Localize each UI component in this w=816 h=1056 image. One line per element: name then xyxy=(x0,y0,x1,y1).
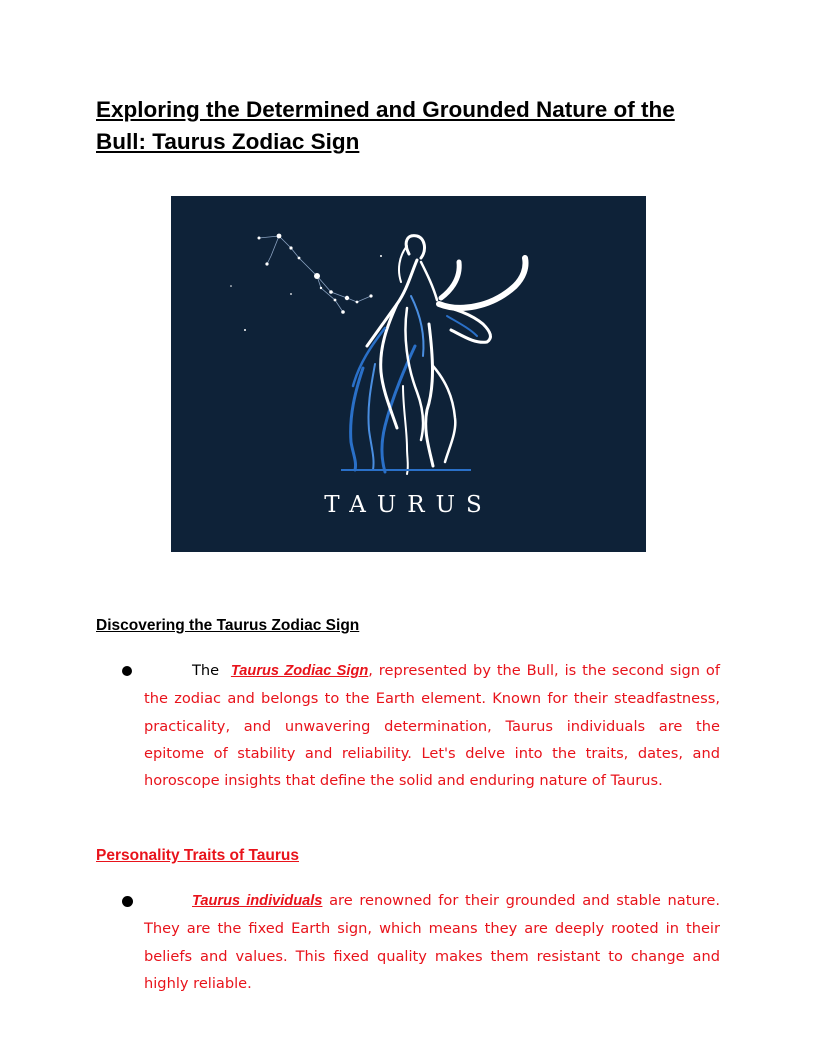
taurus-illustration xyxy=(171,196,646,552)
bullet-dot-icon xyxy=(122,896,133,907)
document-title: Exploring the Determined and Grounded Nature of the Bull: Taurus Zodiac Sign xyxy=(96,97,675,154)
section-heading-personality: Personality Traits of Taurus xyxy=(96,847,299,864)
taurus-hero-image xyxy=(171,196,646,552)
bullet-dot-icon xyxy=(122,666,132,676)
taurus-zodiac-sign-link[interactable]: Taurus Zodiac Sign xyxy=(230,663,369,679)
taurus-individuals-link[interactable]: Taurus individuals xyxy=(192,893,323,909)
bullet-body-text: , represented by the Bull, is the second sign of the zodiac and belongs to the Earth element. Known for their steadfastness, practicality, and unwavering determination, Taurus individuals are the epitome of stability and reliability. Let's delve into the traits, dates, and horoscope insights that define the solid and enduring nature of Taurus. xyxy=(144,662,720,790)
section-heading-discovering: Discovering the Taurus Zodiac Sign xyxy=(96,617,360,634)
bullet-body-text: are renowned for their grounded and stable nature. They are the fixed Earth sign, which means they are deeply rooted in their beliefs and values. This fixed quality makes them resistant to change and highly reliable. xyxy=(144,892,720,992)
hero-caption: TAURUS xyxy=(324,492,493,518)
bullet-paragraph-personality xyxy=(144,887,720,997)
bullet-paragraph-discovering xyxy=(144,657,720,794)
bullet-lead-text: The xyxy=(192,662,220,679)
